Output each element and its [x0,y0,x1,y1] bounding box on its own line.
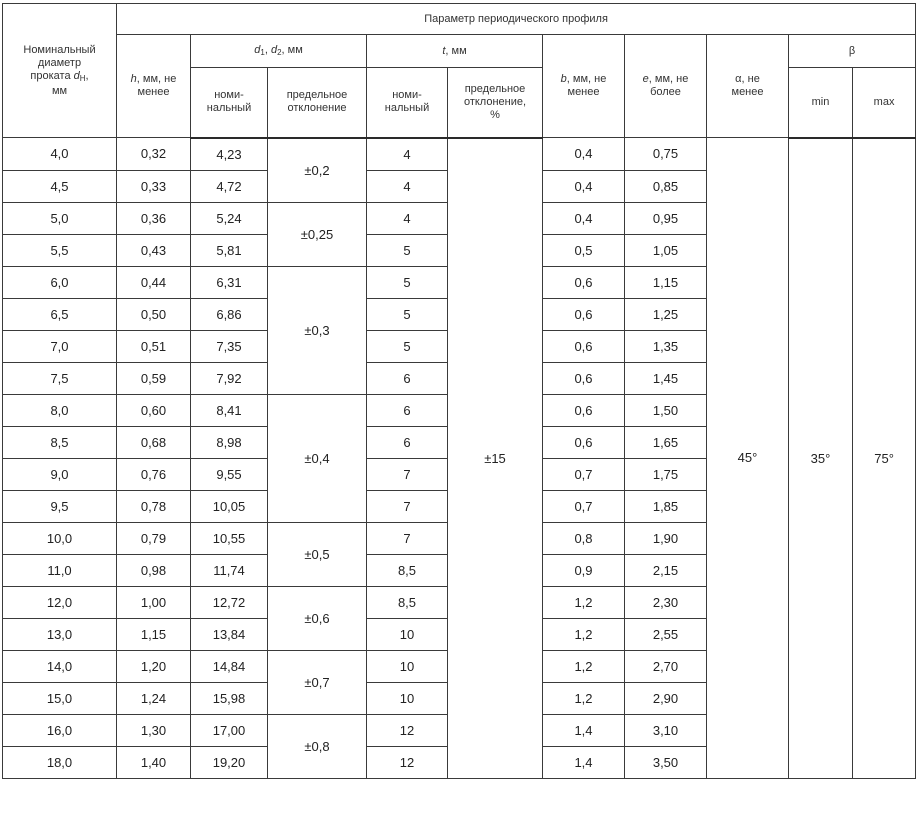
cell-t-nominal: 7 [367,490,448,522]
cell-e: 1,15 [625,266,707,298]
cell-e: 1,50 [625,394,707,426]
header-t: t, мм [367,35,543,68]
cell-nominal-diameter: 15,0 [3,682,117,714]
table-wrapper [2,3,915,779]
header-d1-d2: $d_1$, $d_2$, мм [191,35,367,68]
cell-nominal-diameter: 4,0 [3,138,117,171]
cell-e: 2,70 [625,650,707,682]
cell-e: 2,90 [625,682,707,714]
cell-h: 0,98 [117,554,191,586]
cell-d-nominal: 8,98 [191,426,268,458]
cell-b: 0,8 [543,522,625,554]
cell-d-nominal: 10,55 [191,522,268,554]
header-nominal-diameter: Номинальный диаметр проката $d_H$, мм [3,4,117,138]
cell-h: 0,59 [117,362,191,394]
cell-d-nominal: 17,00 [191,714,268,746]
cell-d-nominal: 5,24 [191,202,268,234]
header-t-nominal: номи- нальный [367,68,448,138]
cell-b: 0,6 [543,330,625,362]
cell-t-deviation: ±15 [448,138,543,779]
cell-e: 3,10 [625,714,707,746]
cell-b: 1,2 [543,586,625,618]
cell-b: 0,4 [543,170,625,202]
cell-d-nominal: 6,31 [191,266,268,298]
cell-t-nominal: 10 [367,650,448,682]
header-b: b, мм, не менее [543,35,625,138]
cell-nominal-diameter: 8,5 [3,426,117,458]
header-beta-min: min [789,68,853,138]
header-alpha: α, не менее [707,35,789,138]
cell-t-nominal: 4 [367,202,448,234]
cell-t-nominal: 12 [367,746,448,778]
cell-d-deviation: ±0,3 [268,266,367,394]
cell-nominal-diameter: 12,0 [3,586,117,618]
cell-e: 1,90 [625,522,707,554]
cell-nominal-diameter: 6,0 [3,266,117,298]
cell-h: 0,76 [117,458,191,490]
cell-b: 0,7 [543,458,625,490]
cell-b: 0,6 [543,426,625,458]
cell-h: 1,40 [117,746,191,778]
cell-t-nominal: 6 [367,426,448,458]
cell-b: 1,2 [543,682,625,714]
cell-nominal-diameter: 5,5 [3,234,117,266]
cell-e: 2,30 [625,586,707,618]
cell-d-deviation: ±0,2 [268,138,367,203]
cell-e: 0,85 [625,170,707,202]
header-e: e, мм, не более [625,35,707,138]
header-beta-max: max [853,68,916,138]
cell-d-nominal: 6,86 [191,298,268,330]
cell-h: 1,15 [117,618,191,650]
cell-h: 0,33 [117,170,191,202]
cell-nominal-diameter: 4,5 [3,170,117,202]
cell-d-deviation: ±0,5 [268,522,367,586]
cell-nominal-diameter: 5,0 [3,202,117,234]
cell-h: 1,20 [117,650,191,682]
cell-t-nominal: 5 [367,330,448,362]
cell-d-nominal: 5,81 [191,234,268,266]
cell-h: 0,50 [117,298,191,330]
table-header [3,4,916,138]
header-group-title: Параметр периодического профиля [117,4,916,35]
cell-t-nominal: 4 [367,138,448,171]
profile-parameters-table [2,3,916,779]
cell-b: 0,7 [543,490,625,522]
cell-t-nominal: 10 [367,618,448,650]
cell-d-nominal: 7,35 [191,330,268,362]
cell-t-nominal: 6 [367,394,448,426]
cell-t-nominal: 8,5 [367,554,448,586]
cell-d-nominal: 9,55 [191,458,268,490]
cell-t-nominal: 7 [367,458,448,490]
cell-nominal-diameter: 11,0 [3,554,117,586]
cell-b: 0,5 [543,234,625,266]
cell-e: 1,65 [625,426,707,458]
cell-h: 1,24 [117,682,191,714]
cell-b: 0,6 [543,298,625,330]
cell-d-nominal: 14,84 [191,650,268,682]
cell-b: 0,9 [543,554,625,586]
cell-d-deviation: ±0,25 [268,202,367,266]
header-d-nominal: номи- нальный [191,68,268,138]
cell-nominal-diameter: 10,0 [3,522,117,554]
cell-e: 0,75 [625,138,707,171]
cell-h: 0,78 [117,490,191,522]
cell-nominal-diameter: 9,0 [3,458,117,490]
cell-nominal-diameter: 7,0 [3,330,117,362]
cell-nominal-diameter: 13,0 [3,618,117,650]
cell-nominal-diameter: 18,0 [3,746,117,778]
cell-h: 0,43 [117,234,191,266]
cell-e: 1,75 [625,458,707,490]
cell-d-nominal: 8,41 [191,394,268,426]
cell-e: 1,85 [625,490,707,522]
cell-e: 1,05 [625,234,707,266]
cell-beta-max: 75° [853,138,916,779]
cell-b: 0,6 [543,266,625,298]
cell-b: 0,6 [543,362,625,394]
cell-b: 1,4 [543,746,625,778]
cell-d-nominal: 11,74 [191,554,268,586]
header-h: h, мм, не менее [117,35,191,138]
cell-b: 0,4 [543,202,625,234]
cell-h: 0,79 [117,522,191,554]
cell-beta-min: 35° [789,138,853,779]
cell-d-deviation: ±0,7 [268,650,367,714]
cell-b: 0,6 [543,394,625,426]
cell-nominal-diameter: 14,0 [3,650,117,682]
cell-e: 1,35 [625,330,707,362]
cell-alpha: 45° [707,138,789,779]
cell-d-nominal: 12,72 [191,586,268,618]
cell-d-nominal: 19,20 [191,746,268,778]
cell-t-nominal: 6 [367,362,448,394]
cell-e: 0,95 [625,202,707,234]
cell-t-nominal: 12 [367,714,448,746]
cell-h: 0,68 [117,426,191,458]
cell-nominal-diameter: 6,5 [3,298,117,330]
cell-d-nominal: 7,92 [191,362,268,394]
cell-t-nominal: 5 [367,298,448,330]
cell-e: 2,55 [625,618,707,650]
cell-d-nominal: 4,72 [191,170,268,202]
cell-t-nominal: 7 [367,522,448,554]
cell-b: 1,2 [543,650,625,682]
cell-t-nominal: 4 [367,170,448,202]
cell-nominal-diameter: 16,0 [3,714,117,746]
cell-nominal-diameter: 7,5 [3,362,117,394]
cell-h: 0,60 [117,394,191,426]
cell-b: 1,4 [543,714,625,746]
cell-d-nominal: 4,23 [191,138,268,171]
cell-e: 1,25 [625,298,707,330]
table-row [3,138,916,171]
cell-h: 0,36 [117,202,191,234]
cell-nominal-diameter: 8,0 [3,394,117,426]
cell-d-nominal: 10,05 [191,490,268,522]
cell-d-nominal: 13,84 [191,618,268,650]
table-body [3,138,916,779]
cell-e: 3,50 [625,746,707,778]
cell-d-deviation: ±0,6 [268,586,367,650]
cell-t-nominal: 8,5 [367,586,448,618]
cell-b: 0,4 [543,138,625,171]
cell-e: 2,15 [625,554,707,586]
cell-t-nominal: 10 [367,682,448,714]
cell-h: 1,30 [117,714,191,746]
cell-h: 1,00 [117,586,191,618]
cell-nominal-diameter: 9,5 [3,490,117,522]
cell-d-deviation: ±0,8 [268,714,367,778]
cell-d-deviation: ±0,4 [268,394,367,522]
cell-e: 1,45 [625,362,707,394]
cell-t-nominal: 5 [367,266,448,298]
cell-d-nominal: 15,98 [191,682,268,714]
header-t-deviation: предельное отклонение, % [448,68,543,138]
cell-h: 0,44 [117,266,191,298]
header-beta: β [789,35,916,68]
cell-h: 0,51 [117,330,191,362]
cell-t-nominal: 5 [367,234,448,266]
header-d-deviation: предельное отклонение [268,68,367,138]
cell-b: 1,2 [543,618,625,650]
cell-h: 0,32 [117,138,191,171]
